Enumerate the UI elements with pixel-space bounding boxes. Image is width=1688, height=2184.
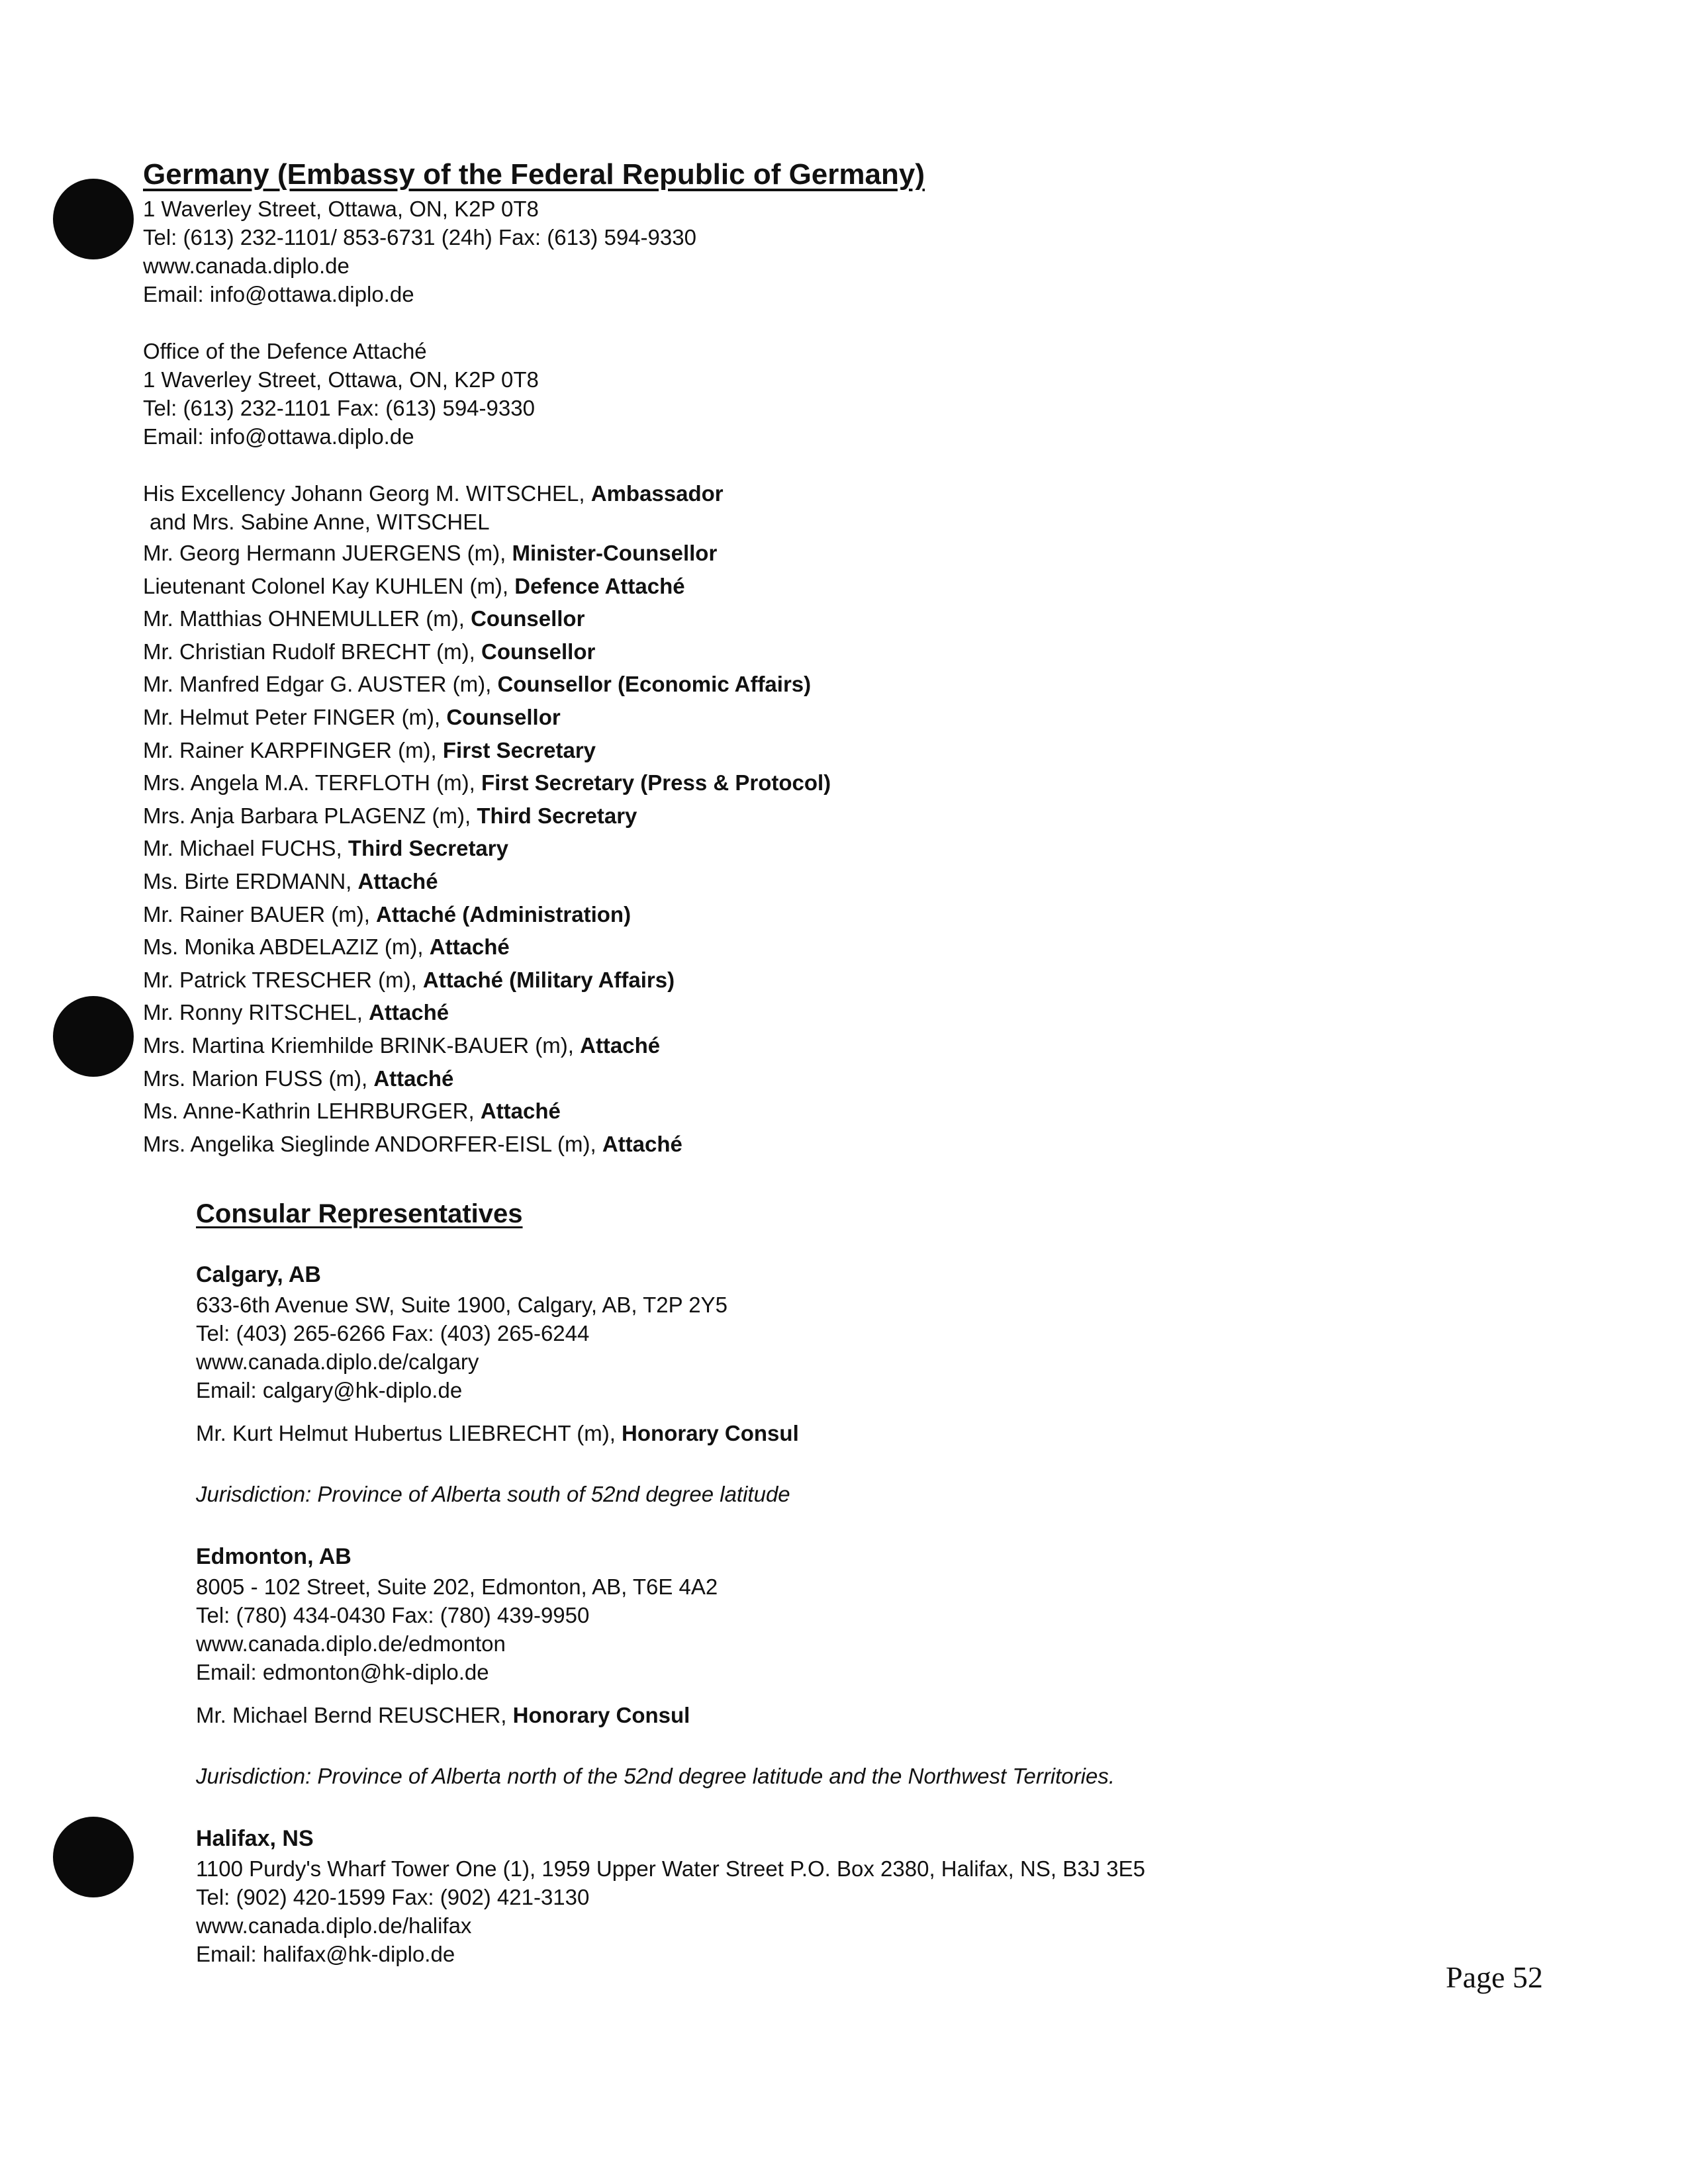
embassy-phones: Tel: (613) 232-1101/ 853-6731 (24h) Fax: (613) 594-9330 <box>143 225 696 250</box>
binder-hole-top <box>53 179 134 259</box>
staff-name: Mr. Michael FUCHS, <box>143 836 348 861</box>
embassy-email: Email: info@ottawa.diplo.de <box>143 282 414 306</box>
defence-office-name: Office of the Defence Attaché <box>143 339 427 363</box>
consul-entry <box>196 1701 1520 1730</box>
staff-title: First Secretary (Press & Protocol) <box>481 770 831 796</box>
staff-name: Mr. Patrick TRESCHER (m), <box>143 967 423 992</box>
consulate-address: 8005 - 102 Street, Suite 202, Edmonton, AB, T6E 4A2 <box>196 1574 718 1599</box>
consular-heading: Consular Representatives <box>196 1199 523 1228</box>
staff-entry <box>143 931 1467 964</box>
staff-entry <box>143 799 1467 833</box>
staff-name: Mr. Helmut Peter FINGER (m), <box>143 704 447 729</box>
staff-title: Attaché <box>429 934 510 960</box>
staff-name: Ms. Anne-Kathrin LEHRBURGER, <box>143 1099 481 1124</box>
staff-name: Lieutenant Colonel Kay KUHLEN (m), <box>143 573 515 598</box>
staff-title: Attaché <box>357 868 438 893</box>
staff-entry <box>143 766 1467 799</box>
consulate-edmonton <box>196 1541 1520 1791</box>
staff-entry <box>143 1128 1467 1161</box>
defence-office-block <box>143 337 1467 451</box>
consulate-email: Email: calgary@hk-diplo.de <box>196 1378 463 1402</box>
defence-office-phones: Tel: (613) 232-1101 Fax: (613) 594-9330 <box>143 396 535 420</box>
staff-entry <box>143 898 1467 931</box>
consulate-email: Email: halifax@hk-diplo.de <box>196 1942 455 1966</box>
staff-title: Third Secretary <box>477 803 637 828</box>
staff-name: Mr. Christian Rudolf BRECHT (m), <box>143 639 481 664</box>
staff-entry <box>143 832 1467 865</box>
country-heading: Germany (Embassy of the Federal Republic of Germany) <box>143 158 925 191</box>
staff-entry <box>143 865 1467 898</box>
defence-office-address: 1 Waverley Street, Ottawa, ON, K2P 0T8 <box>143 367 539 392</box>
consul-name: Mr. Michael Bernd REUSCHER, <box>196 1703 513 1727</box>
consulate-jurisdiction: Jurisdiction: Province of Alberta south of 52nd degree latitude <box>196 1482 790 1506</box>
staff-name: Mrs. Martina Kriemhilde BRINK-BAUER (m), <box>143 1032 581 1058</box>
staff-title: Ambassador <box>590 481 724 506</box>
staff-name: Mr. Rainer BAUER (m), <box>143 901 377 927</box>
consulate-email: Email: edmonton@hk-diplo.de <box>196 1660 489 1684</box>
staff-title: Counsellor (Economic Affairs) <box>497 672 812 697</box>
consulate-calgary <box>196 1259 1520 1509</box>
staff-title: Attaché <box>602 1131 682 1156</box>
staff-name: Ms. Monika ABDELAZIZ (m), <box>143 934 430 960</box>
staff-name: and Mrs. Sabine Anne, WITSCHEL <box>150 510 490 534</box>
staff-entry <box>143 508 1467 537</box>
consular-section <box>196 1197 1520 1968</box>
staff-title: Minister-Counsellor <box>512 541 718 565</box>
staff-entry <box>143 1095 1467 1128</box>
staff-name: Mr. Rainer KARPFINGER (m), <box>143 737 443 762</box>
page-number: Page 52 <box>1446 1960 1543 1994</box>
defence-office-email: Email: info@ottawa.diplo.de <box>143 424 414 449</box>
staff-title: Attaché <box>369 1000 449 1025</box>
staff-entry <box>143 734 1467 767</box>
consulate-website: www.canada.diplo.de/calgary <box>196 1349 479 1374</box>
consul-name: Mr. Kurt Helmut Hubertus LIEBRECHT (m), <box>196 1421 622 1445</box>
staff-name: His Excellency Johann Georg M. WITSCHEL, <box>143 481 591 506</box>
staff-title: Attaché <box>480 1099 561 1124</box>
staff-entry <box>143 964 1467 997</box>
consulate-phones: Tel: (780) 434-0430 Fax: (780) 439-9950 <box>196 1603 590 1627</box>
staff-entry <box>143 701 1467 734</box>
staff-name: Mr. Ronny RITSCHEL, <box>143 1000 369 1025</box>
staff-name: Mrs. Angelika Sieglinde ANDORFER-EISL (m), <box>143 1131 602 1156</box>
staff-title: Counsellor <box>471 606 585 631</box>
staff-name: Mr. Manfred Edgar G. AUSTER (m), <box>143 672 498 697</box>
staff-title: Third Secretary <box>348 836 508 861</box>
consulate-halifax <box>196 1823 1520 1968</box>
binder-hole-middle <box>53 996 134 1077</box>
staff-title: Counsellor <box>481 639 596 664</box>
consulate-city: Calgary, AB <box>196 1262 321 1287</box>
staff-entry <box>143 602 1467 635</box>
consulate-website: www.canada.diplo.de/edmonton <box>196 1631 506 1656</box>
staff-entry <box>143 668 1467 701</box>
staff-title: Attaché (Military Affairs) <box>422 967 675 992</box>
embassy-listing <box>143 156 1467 1160</box>
consul-title: Honorary Consul <box>622 1421 799 1445</box>
staff-name: Ms. Birte ERDMANN, <box>143 868 358 893</box>
consulate-phones: Tel: (902) 420-1599 Fax: (902) 421-3130 <box>196 1885 590 1909</box>
consul-entry <box>196 1419 1520 1448</box>
staff-name: Mrs. Anja Barbara PLAGENZ (m), <box>143 803 477 828</box>
consulate-phones: Tel: (403) 265-6266 Fax: (403) 265-6244 <box>196 1321 590 1345</box>
staff-entry <box>143 537 1467 570</box>
staff-name: Mr. Georg Hermann JUERGENS (m), <box>143 541 512 565</box>
binder-hole-bottom <box>53 1817 134 1897</box>
staff-entry <box>143 570 1467 603</box>
staff-title: Counsellor <box>446 704 561 729</box>
staff-name: Mrs. Marion FUSS (m), <box>143 1066 374 1091</box>
staff-title: Attaché <box>373 1066 454 1091</box>
staff-title: Attaché (Administration) <box>376 901 632 927</box>
staff-title: Attaché <box>580 1032 661 1058</box>
staff-list <box>143 479 1467 1160</box>
consulate-city: Halifax, NS <box>196 1826 314 1851</box>
consulate-website: www.canada.diplo.de/halifax <box>196 1913 472 1938</box>
consul-title: Honorary Consul <box>512 1703 690 1727</box>
staff-name: Mr. Matthias OHNEMULLER (m), <box>143 606 471 631</box>
consulate-address: 1100 Purdy's Wharf Tower One (1), 1959 Upper Water Street P.O. Box 2380, Halifax, NS, B3J 3E5 <box>196 1856 1145 1881</box>
consulate-jurisdiction: Jurisdiction: Province of Alberta north of the 52nd degree latitude and the Northwest Territories. <box>196 1764 1115 1788</box>
staff-entry <box>143 996 1467 1029</box>
embassy-address: 1 Waverley Street, Ottawa, ON, K2P 0T8 <box>143 197 539 221</box>
consulate-address: 633-6th Avenue SW, Suite 1900, Calgary, AB, T2P 2Y5 <box>196 1293 727 1317</box>
staff-entry <box>143 635 1467 668</box>
staff-title: First Secretary <box>442 737 596 762</box>
staff-entry <box>143 1029 1467 1062</box>
staff-name: Mrs. Angela M.A. TERFLOTH (m), <box>143 770 481 796</box>
staff-entry <box>143 1062 1467 1095</box>
consulate-city: Edmonton, AB <box>196 1544 352 1569</box>
embassy-contact-block <box>143 195 1467 308</box>
staff-entry <box>143 479 1467 508</box>
embassy-website: www.canada.diplo.de <box>143 253 350 278</box>
staff-title: Defence Attaché <box>514 573 685 598</box>
